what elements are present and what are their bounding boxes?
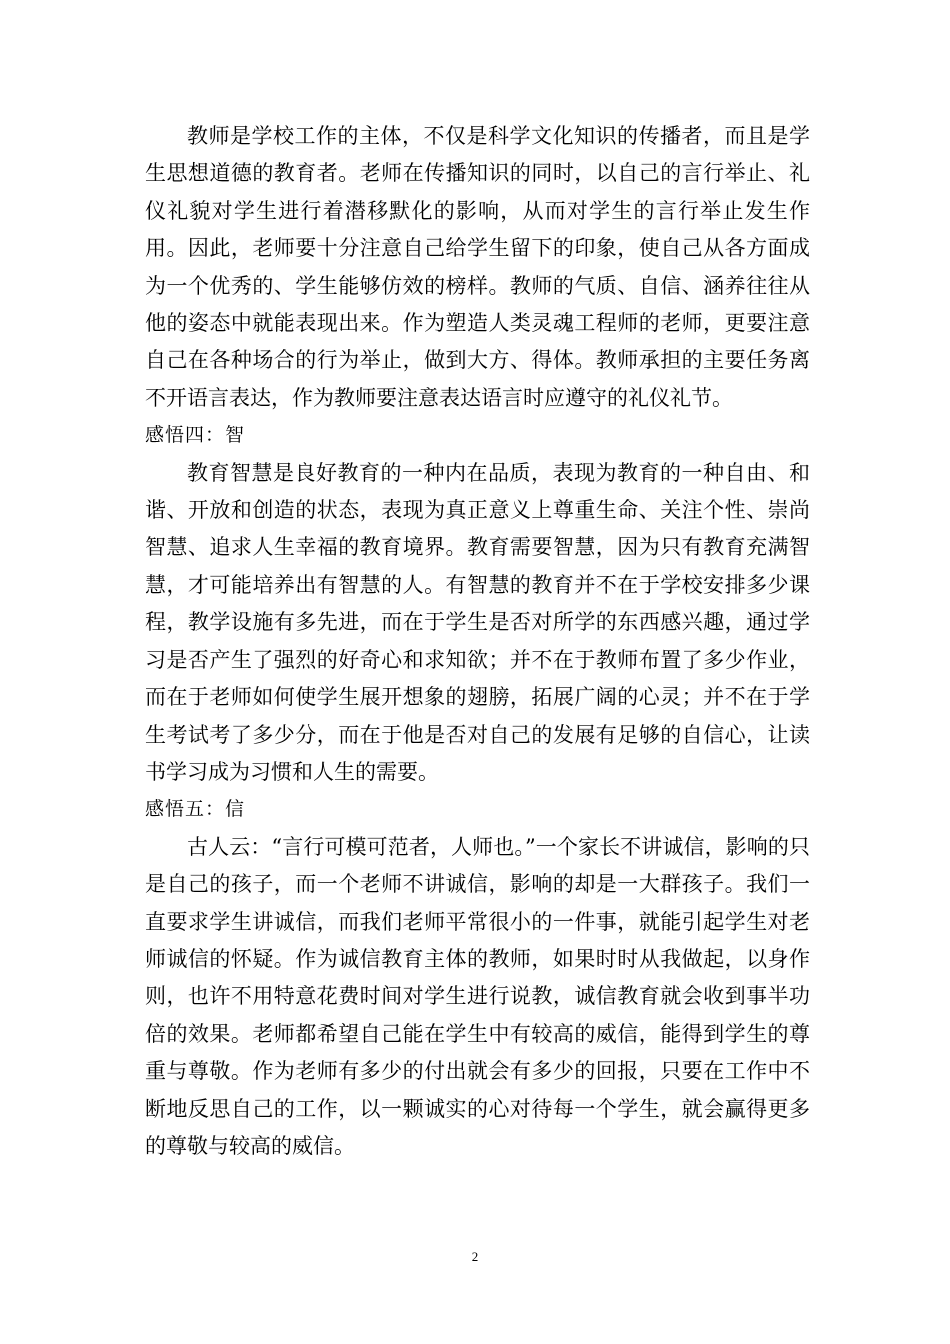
page-number: 2 xyxy=(471,1249,479,1264)
section-heading-integrity: 感悟五：信 xyxy=(145,798,246,821)
section-heading-wisdom: 感悟四：智 xyxy=(145,424,246,447)
paragraph-teacher-integrity: 古人云：“言行可模可范者，人师也。”一个家长不讲诚信，影响的只是自己的孩子，而一个老师不讲诚信，影响的却是一大群孩子。我们一直要求学生讲诚信，而我们老师平常很小的一件事，就能引起学生对老师诚信的怀疑。作为诚信教育主体的教师，如果时时从我做起，以身作则，也许不用特意花费时间对学生进行说教，诚信教育就会收到事半功倍的效果。老师都希望自己能在学生中有较高的威信，能得到学生的尊重与尊敬。作为老师有多少的付出就会有多少的回报，只要在工作中不断地反思自己的工作，以一颗诚实的心对待每一个学生，就会赢得更多的尊敬与较高的威信。 xyxy=(145,834,810,1158)
paragraph-education-wisdom: 教育智慧是良好教育的一种内在品质，表现为教育的一种自由、和谐、开放和创造的状态，表现为真正意义上尊重生命、关注个性、崇尚智慧、追求人生幸福的教育境界。教育需要智慧，因为只有教育充满智慧，才可能培养出有智慧的人。有智慧的教育并不在于学校安排多少课程，教学设施有多先进，而在于学生是否对所学的东西感兴趣，通过学习是否产生了强烈的好奇心和求知欲；并不在于教师布置了多少作业，而在于老师如何使学生展开想象的翅膀，拓展广阔的心灵；并不在于学生考试考了多少分，而在于他是否对自己的发展有足够的自信心，让读书学习成为习惯和人生的需要。 xyxy=(145,460,810,784)
paragraph-teacher-etiquette: 教师是学校工作的主体，不仅是科学文化知识的传播者，而且是学生思想道德的教育者。老师在传播知识的同时，以自己的言行举止、礼仪礼貌对学生进行着潜移默化的影响，从而对学生的言行举止发生作用。因此，老师要十分注意自己给学生留下的印象，使自己从各方面成为一个优秀的、学生能够仿效的榜样。教师的气质、自信、涵养往往从他的姿态中就能表现出来。作为塑造人类灵魂工程师的老师，更要注意自己在各种场合的行为举止，做到大方、得体。教师承担的主要任务离不开语言表达，作为教师要注意表达语言时应遵守的礼仪礼节。 xyxy=(145,124,810,410)
document-body xyxy=(145,118,810,1165)
